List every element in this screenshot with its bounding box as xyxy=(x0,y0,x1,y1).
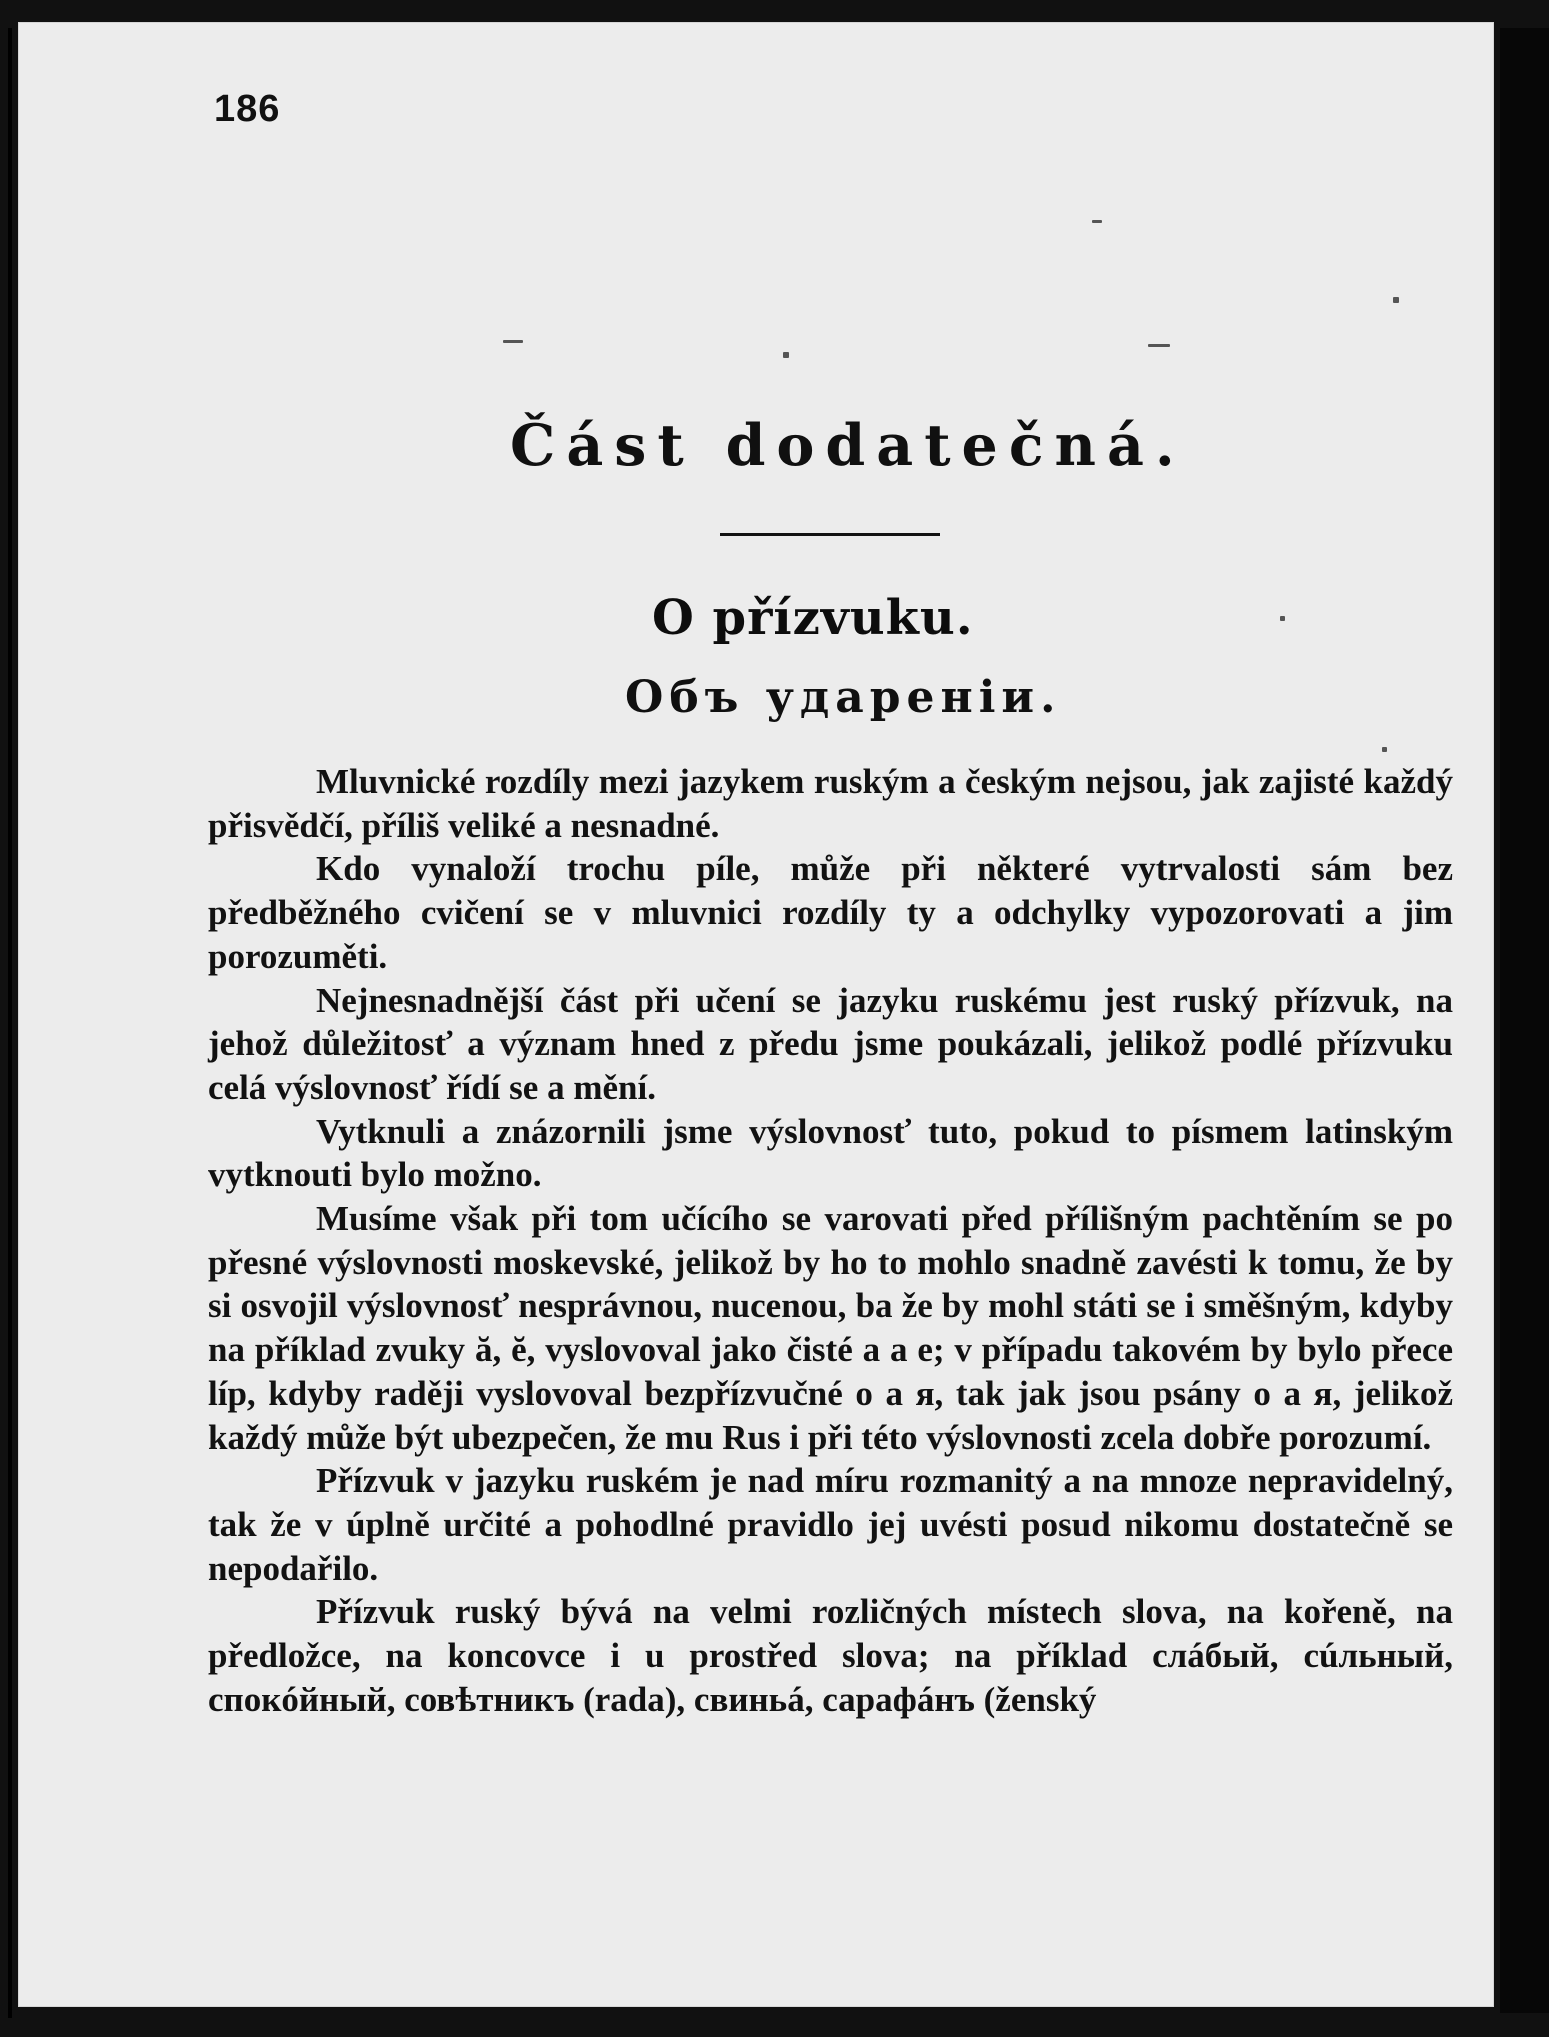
body-text xyxy=(208,760,1453,1721)
print-speck xyxy=(783,352,789,358)
print-speck xyxy=(1382,747,1387,752)
russian-title: Объ ударенiи. xyxy=(625,672,1062,723)
paragraph: Kdo vynaloží trochu píle, může při některé vytrvalosti sám bez předběžného cvičení se v mluvnici rozdíly ty a odchylky vypozorovati a jim porozuměti. xyxy=(208,849,1453,976)
paragraph: Mluvnické rozdíly mezi jazykem ruským a českým nejsou, jak zajisté každý přisvědčí, příliš veliké a nesnadné. xyxy=(208,762,1453,845)
print-speck xyxy=(503,340,523,343)
paragraph: Musíme však při tom učícího se varovati před přílišným pachtěním se po přesné výslovnosti moskevské, jelikož by ho to mohlo snadně zavésti k tomu, že by si osvojil výslovnosť nesprávnou, nucenou, ba že by mohl státi se i směšným, kdyby na příklad zvuky ă, ĕ, vyslovoval jako čisté a a e; v případu takovém by bylo přece líp, kdyby raději vyslovoval bezpřízvučné o a я, tak jak jsou psány o a я, jelikož každý může být ubezpečen, že mu Rus i při této výslovnosti zcela dobře porozumí. xyxy=(208,1199,1453,1457)
part-title: Část dodatečná. xyxy=(510,412,1186,479)
paragraph: Nejnesnadnější část při učení se jazyku ruskému jest ruský přízvuk, na jehož důležitosť a význam hned z předu jsme poukázali, jelikož podlé přízvuku celá výslovnosť řídí se a mění. xyxy=(208,980,1453,1107)
print-speck xyxy=(1393,297,1399,303)
print-speck xyxy=(1092,220,1102,223)
page-number: 186 xyxy=(214,88,281,130)
scan-edge-left xyxy=(8,28,12,2018)
print-speck xyxy=(1148,344,1170,347)
paragraph: Přízvuk ruský bývá na velmi rozličných místech slova, na kořeně, na předložce, na koncovce i u prostřed slova; na příklad слáбый, сúльный, спокóйный, совѣтникъ (rada), свиньá, сарафáнъ (ženský xyxy=(208,1592,1453,1719)
section-title: O přízvuku. xyxy=(652,590,974,646)
paragraph: Vytknuli a znázornili jsme výslovnosť tuto, pokud to písmem latinským vytknouti bylo možno. xyxy=(208,1111,1453,1195)
print-speck xyxy=(1280,616,1285,621)
paragraph: Přízvuk v jazyku ruském je nad míru rozmanitý a na mnoze nepravidelný, tak že v úplně určité a pohodlné pravidlo jej uvésti posud nikomu dostatečně se nepodařilo. xyxy=(208,1461,1453,1588)
scan-edge-right xyxy=(1500,28,1549,2013)
title-divider xyxy=(720,533,940,536)
